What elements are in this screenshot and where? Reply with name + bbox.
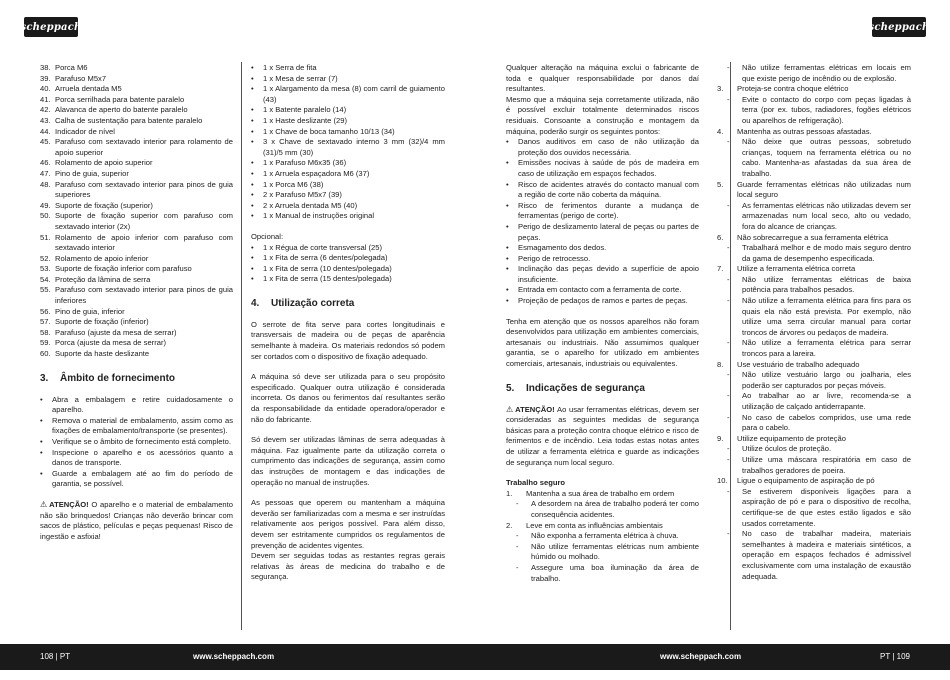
list-text: Perigo de deslizamento lateral de peças ou partes de peças.	[518, 221, 699, 242]
safety-item-9: 9. Utilize equipamento de proteção	[717, 433, 846, 443]
bullet-icon: •	[251, 63, 254, 72]
list-item	[40, 395, 233, 416]
bullet-icon: •	[251, 274, 254, 284]
list-text: 2 x Parafuso M5x7 (39)	[263, 190, 342, 200]
item-number: 42.	[40, 105, 51, 115]
bullet-icon: •	[40, 415, 43, 425]
safety-detail: - Não utilize a ferramenta elétrica para fins para os quais ela não está prevista. Por exemplo, não utilize uma serra circular manual para cortar troncos de árvores ou pedaços de madeira.	[727, 296, 911, 337]
list-text: Risco de acidentes através do contacto manual com a região de corte não coberta da máquina.	[518, 179, 699, 200]
bullet-icon: •	[506, 243, 509, 253]
website-link-left[interactable]: www.scheppach.com	[193, 652, 275, 661]
bullet-icon: •	[506, 137, 509, 147]
list-text: Entrada em contacto com a ferramenta de corte.	[518, 285, 682, 295]
column-1	[40, 63, 233, 542]
safety-detail: - Evite o contacto do corpo com peças ligadas à terra (por ex. tubos, radiadores, fogões elétricos ou aparelhos de refrigeração).	[727, 94, 911, 125]
supply-item	[251, 105, 445, 116]
supply-item	[251, 84, 445, 105]
bullet-icon: •	[506, 264, 509, 274]
use-paragraph-3: Só devem ser utilizadas lâminas de serra adequadas à máquina. Faz igualmente parte da utilização correta o cumprimento das indicações de segurança, assim como das instruções de montagem e das indicações de operação no manual de instruções.	[251, 435, 445, 487]
residual-risk-list	[506, 137, 699, 307]
list-item	[40, 416, 233, 437]
safety-detail: - Utilize óculos de proteção.	[727, 444, 832, 454]
safety-item-2: 2. Leve em conta as influências ambientais	[506, 520, 663, 530]
item-text: Parafuso com sextavado interior para pinos de guia superiores	[55, 179, 233, 200]
safety-item-1: 1. Mantenha a sua área de trabalho em ordem	[506, 488, 675, 498]
list-text: 1 x Arruela espaçadora M6 (37)	[263, 168, 370, 178]
item-text: Porca M6	[55, 63, 88, 72]
item-text: Rolamento de apoio inferior com parafuso com sextavado interior	[55, 232, 233, 253]
list-text: 2 x Arruela dentada M5 (40)	[263, 200, 358, 210]
parts-list	[40, 63, 233, 360]
optional-list	[251, 243, 445, 285]
parts-list-item	[40, 317, 233, 328]
risk-item	[506, 264, 699, 285]
parts-list-item	[40, 211, 233, 232]
parts-list-item	[40, 201, 233, 212]
optional-item	[251, 243, 445, 254]
parts-list-item	[40, 74, 233, 85]
parts-list-item	[40, 285, 233, 306]
bullet-icon: •	[251, 168, 254, 178]
parts-list-item	[40, 63, 233, 74]
parts-list-item	[40, 328, 233, 339]
use-paragraph-5: Devem ser seguidas todas as restantes regras gerais relativas às áreas de medicina do trabalho e de segurança.	[251, 551, 445, 582]
safety-item-10: 10. Ligue o equipamento de aspiração de pó	[717, 476, 875, 486]
supply-item	[251, 180, 445, 191]
safety-item-2-detail: - Não exponha a ferramenta elétrica à chuva.	[516, 531, 679, 541]
column-4	[717, 63, 911, 582]
list-text: Projeção de pedaços de ramos e partes de peças.	[518, 296, 688, 306]
list-text: Verifique se o âmbito de fornecimento está completo.	[52, 437, 231, 446]
scheppach-logo-right: scheppach	[872, 17, 926, 37]
safety-detail: - Não utilize ferramentas elétricas em locais em que existe perigo de incêndio ou de explosão.	[727, 63, 911, 83]
item-number: 38.	[40, 63, 51, 72]
item-number: 56.	[40, 306, 51, 316]
item-number: 40.	[40, 84, 51, 94]
supply-item	[251, 116, 445, 127]
bullet-icon: •	[251, 179, 254, 189]
item-text: Calha de sustentação para batente paralelo	[55, 115, 203, 125]
bullet-icon: •	[506, 296, 509, 306]
bullet-icon: •	[251, 73, 254, 83]
list-text: Inspecione o aparelho e os acessórios quanto a danos de transporte.	[52, 447, 233, 468]
supply-item	[251, 63, 445, 74]
safety-detail: - Utilize uma máscara respiratória em caso de trabalhos geradores de poeira.	[727, 454, 911, 475]
list-text: Guarde a embalagem até ao fim do período de garantia, se possível.	[52, 468, 233, 489]
item-number: 58.	[40, 327, 51, 337]
bullet-icon: •	[251, 158, 254, 168]
supply-item	[251, 211, 445, 222]
item-number: 47.	[40, 168, 51, 178]
safety-item-2-detail: - Assegure uma boa iluminação da área de trabalho.	[516, 562, 699, 583]
supply-item	[251, 137, 445, 158]
risk-item	[506, 243, 699, 254]
parts-list-item	[40, 180, 233, 201]
use-paragraph-1: O serrote de fita serve para cortes longitudinais e transversais de madeira ou de peças de aparência semelhante à madeira. Os materiais redondos só podem ser cortados com o dispositivo de fixação adequado.	[251, 319, 445, 361]
parts-list-item	[40, 137, 233, 158]
list-item	[40, 437, 233, 448]
warning-triangle-icon: ⚠	[506, 404, 514, 414]
item-text: Suporte de fixação inferior com parafuso	[55, 264, 192, 274]
list-text: 1 x Fita de serra (10 dentes/polegada)	[263, 263, 392, 273]
item-text: Indicador de nível	[55, 126, 115, 136]
item-text: Porca serrilhada para batente paralelo	[55, 94, 185, 104]
bullet-icon: •	[251, 211, 254, 221]
safety-detail: - Não utilize a ferramenta elétrica para serrar troncos para a lareira.	[727, 338, 911, 359]
commercial-use-note: Tenha em atenção que os nossos aparelhos não foram desenvolvidos para utilização em ambientes comerciais, artesanais ou industriais. Não assumimos qualquer garantia, se o aparelho for utilizado em ambientes comerciais, artesanais, industriais ou equivalentes.	[506, 316, 699, 369]
parts-list-item	[40, 84, 233, 95]
parts-list-item	[40, 338, 233, 349]
item-text: Alavanca de aperto do batente paralelo	[55, 105, 188, 115]
bullet-icon: •	[40, 394, 43, 404]
item-number: 46.	[40, 158, 51, 168]
list-text: Inclinação das peças devido a superfície de apoio insuficiente.	[518, 264, 699, 284]
warning-triangle-icon: ⚠	[40, 499, 48, 509]
safety-item-7: 7. Utilize a ferramenta elétrica correta	[717, 264, 856, 274]
item-number: 50.	[40, 211, 51, 221]
bullet-icon: •	[251, 200, 254, 210]
supply-list	[251, 63, 445, 222]
list-text: Risco de ferimentos durante a mudança de ferramentas (perigo de corte).	[518, 200, 699, 221]
bullet-icon: •	[506, 253, 509, 263]
risk-item	[506, 137, 699, 158]
list-text: 1 x Porca M6 (38)	[263, 179, 324, 189]
bullet-icon: •	[251, 115, 254, 125]
parts-list-item	[40, 233, 233, 254]
item-number: 53.	[40, 264, 51, 274]
safety-item-5: 5. Guarde ferramentas elétricas não utilizadas num local seguro	[717, 179, 911, 200]
parts-list-item	[40, 307, 233, 318]
warning-packaging: ⚠ ATENÇÃO! O aparelho e o material de embalamento não são brinquedos! Crianças não deverão brincar com sacos de plástico, películas e peças pequenas! Risco de ingestão e asfixia!	[40, 499, 233, 541]
top-bar	[0, 0, 950, 50]
optional-item	[251, 274, 445, 285]
safety-detail: - Não utilize vestuário largo ou joalharia, eles poderão ser capturados por peças móveis.	[727, 370, 911, 390]
risk-item	[506, 296, 699, 307]
item-number: 43.	[40, 115, 51, 125]
item-number: 55.	[40, 285, 51, 295]
bullet-icon: •	[506, 200, 509, 210]
scheppach-logo-left: scheppach	[24, 17, 78, 37]
supply-steps-list	[40, 395, 233, 490]
optional-item	[251, 253, 445, 264]
item-number: 48.	[40, 179, 51, 189]
safety-detail: - Se estiverem disponíveis ligações para a aspiração de pó e para o dispositivo de recolha, certifique-se de que estes estão ligados e são usados corretamente.	[727, 486, 911, 528]
supply-item	[251, 158, 445, 169]
item-number: 57.	[40, 317, 51, 327]
item-number: 60.	[40, 349, 51, 359]
list-text: 1 x Fita de serra (6 dentes/polegada)	[263, 253, 388, 263]
safe-work-heading: Trabalho seguro	[506, 478, 566, 488]
item-text: Porca (ajuste da mesa de serrar)	[55, 338, 166, 348]
item-text: Arruela dentada M5	[55, 84, 122, 94]
item-number: 49.	[40, 200, 51, 210]
page-number-right: PT | 109	[880, 652, 910, 661]
list-text: 1 x Régua de corte transversal (25)	[263, 242, 383, 252]
optional-label: Opcional:	[251, 231, 284, 241]
item-text: Rolamento de apoio superior	[55, 158, 153, 168]
item-number: 51.	[40, 232, 51, 242]
risk-item	[506, 222, 699, 243]
intro-paragraph-1: Qualquer alteração na máquina exclui o fabricante de toda e qualquer responsabilidade por danos daí resultantes.	[506, 63, 699, 94]
list-text: 1 x Batente paralelo (14)	[263, 105, 347, 115]
item-number: 52.	[40, 253, 51, 263]
item-text: Suporte de fixação superior com parafuso com sextavado interior (2x)	[55, 211, 233, 231]
list-text: 1 x Chave de boca tamanho 10/13 (34)	[263, 126, 395, 136]
parts-list-item	[40, 349, 233, 360]
bullet-icon: •	[40, 447, 43, 457]
item-number: 39.	[40, 73, 51, 83]
parts-list-item	[40, 264, 233, 275]
parts-list-item	[40, 275, 233, 286]
list-text: 3 x Chave de sextavado interno 3 mm (32)/4 mm (31)/5 mm (30)	[263, 137, 445, 157]
parts-list-item	[40, 158, 233, 169]
safety-detail: - Não utilize ferramentas elétricas de baixa potência para trabalhos pesados.	[727, 274, 911, 295]
risk-item	[506, 201, 699, 222]
item-text: Parafuso com sextavado interior para rolamento de apoio superior	[55, 137, 233, 157]
parts-list-item	[40, 105, 233, 116]
safety-detail: - As ferramentas elétricas não utilizadas devem ser armazenadas num local seco, alto ou vedado, fora do alcance de crianças.	[727, 200, 911, 231]
parts-list-item	[40, 95, 233, 106]
parts-list-item	[40, 127, 233, 138]
list-text: Danos auditivos em caso de não utilização da proteção dos ouvidos necessária.	[518, 137, 699, 157]
safety-detail: - Trabalhará melhor e de modo mais seguro dentro da gama de desempenho especificada.	[727, 243, 911, 263]
list-text: Remova o material de embalamento, assim como as fixações de embalamento/transporte (se presentes).	[52, 415, 233, 436]
item-text: Suporte de fixação (superior)	[55, 200, 153, 210]
bullet-icon: •	[251, 137, 254, 147]
footer-bar	[0, 644, 950, 670]
bullet-icon: •	[251, 263, 254, 273]
item-number: 44.	[40, 126, 51, 136]
column-2	[251, 63, 445, 583]
list-text: 1 x Parafuso M6x35 (36)	[263, 158, 347, 168]
list-text: 1 x Mesa de serrar (7)	[263, 73, 338, 83]
supply-item	[251, 169, 445, 180]
supply-item	[251, 190, 445, 201]
list-text: Abra a embalagem e retire cuidadosamente o aparelho.	[52, 394, 233, 415]
item-text: Proteção da lâmina de serra	[55, 274, 151, 284]
risk-item	[506, 180, 699, 201]
parts-list-item	[40, 254, 233, 265]
safety-item-2-detail: - Não utilize ferramentas elétricas num ambiente húmido ou molhado.	[516, 541, 699, 562]
safety-detail: - Ao trabalhar ao ar livre, recomenda-se a utilização de calçado antiderrapante.	[727, 391, 911, 411]
list-text: 1 x Haste deslizante (29)	[263, 115, 347, 125]
safety-item-3: 3. Proteja-se contra choque elétrico	[717, 84, 849, 94]
section-3-heading: 3. Âmbito de fornecimento	[40, 372, 176, 384]
list-text: 1 x Alargamento da mesa (8) com carril de guiamento (43)	[263, 84, 445, 104]
risk-item	[506, 158, 699, 179]
item-text: Suporte de fixação (inferior)	[55, 317, 149, 327]
bullet-icon: •	[40, 468, 43, 478]
list-text: 1 x Serra de fita	[263, 63, 317, 72]
bullet-icon: •	[506, 221, 509, 231]
bullet-icon: •	[251, 190, 254, 200]
parts-list-item	[40, 169, 233, 180]
item-text: Parafuso M5x7	[55, 73, 107, 83]
safety-item-4: 4. Mantenha as outras pessoas afastadas.	[717, 126, 872, 136]
item-number: 59.	[40, 338, 51, 348]
bullet-icon: •	[506, 179, 509, 189]
bullet-icon: •	[251, 84, 254, 94]
item-text: Parafuso (ajuste da mesa de serrar)	[55, 327, 177, 337]
bullet-icon: •	[506, 285, 509, 295]
use-paragraph-4: As pessoas que operem ou mantenham a máquina deverão ser familiarizadas com a mesma e ser instruídas relativamente aos perigos possível. Para além disso, devem ser estritamente cumpridos os regulamentos de prevenção de acidentes vigentes.	[251, 498, 445, 550]
column-divider-left	[241, 62, 242, 630]
website-link-right[interactable]: www.scheppach.com	[660, 652, 742, 661]
item-text: Suporte da haste deslizante	[55, 349, 150, 359]
item-text: Pino de guia, inferior	[55, 306, 125, 316]
supply-item	[251, 74, 445, 85]
section-5-heading: 5. Indicações de segurança	[506, 382, 645, 394]
safety-item-1-detail: - A desordem na área de trabalho poderá ter como consequência acidentes.	[516, 499, 699, 519]
list-text: Emissões nocivas à saúde de pós de madeira em caso de utilização em espaços fechados.	[518, 158, 699, 178]
item-text: Parafuso com sextavado interior para pinos de guia inferiores	[55, 285, 233, 306]
supply-item	[251, 201, 445, 212]
page-number-left: 108 | PT	[40, 652, 71, 661]
item-number: 54.	[40, 274, 51, 284]
list-text: Perigo de retrocesso.	[518, 253, 591, 263]
list-text: 1 x Fita de serra (15 dentes/polegada)	[263, 274, 392, 284]
section-4-heading: 4. Utilização correta	[251, 297, 355, 309]
item-text: Pino de guia, superior	[55, 168, 129, 178]
item-text: Rolamento de apoio inferior	[55, 253, 149, 263]
safety-item-6: 6. Não sobrecarregue a sua ferramenta elétrica	[717, 232, 889, 242]
optional-item	[251, 264, 445, 275]
bullet-icon: •	[251, 242, 254, 252]
item-number: 45.	[40, 137, 51, 147]
list-text: 1 x Manual de instruções original	[263, 211, 375, 221]
safety-item-8: 8. Use vestuário de trabalho adequado	[717, 359, 860, 369]
intro-paragraph-2: Mesmo que a máquina seja corretamente utilizada, não é possível excluir totalmente determinados riscos residuais. Consoante a construção e montagem da máquina, poderão surgir os seguintes pontos:	[506, 94, 699, 136]
safety-detail: - No caso de trabalhar madeira, materiais semelhantes à madeira e materiais sintéticos, a operação em espaços fechados é admissível exclusivamente com uma instalação de exaustão adequada.	[727, 529, 911, 581]
warning-safety: ⚠ ATENÇÃO! Ao usar ferramentas elétricas, devem ser consideradas as seguintes medidas de segurança básicas para a proteção contra choque elétrico e risco de ferimentos e de incêndio. Leia todas estas notas antes de utilizar a ferramenta elétrica e guarde as indicações de segurança num local seguro.	[506, 404, 699, 467]
list-text: Esmagamento dos dedos.	[518, 243, 607, 253]
bullet-icon: •	[40, 437, 43, 446]
safety-detail: - Não deixe que outras pessoas, sobretudo crianças, toquem na ferramenta elétrica ou no cabo. Mantenha-as afastadas da sua área de trabalho.	[727, 137, 911, 178]
safety-detail: - No caso de cabelos compridos, use uma rede para o cabelo.	[727, 412, 911, 433]
risk-item	[506, 285, 699, 296]
risk-item	[506, 254, 699, 265]
bullet-icon: •	[251, 253, 254, 263]
bullet-icon: •	[251, 126, 254, 136]
bullet-icon: •	[251, 105, 254, 115]
list-item	[40, 469, 233, 490]
list-item	[40, 448, 233, 469]
use-paragraph-2: A máquina só deve ser utilizada para o seu propósito especificado. Qualquer outra utilização é considerada incorreta. Os danos ou ferimentos daí resultantes serão da responsabilidade da entidade operadora/operador e não do fabricante.	[251, 372, 445, 424]
bullet-icon: •	[506, 158, 509, 168]
column-3	[506, 63, 699, 584]
supply-item	[251, 127, 445, 138]
item-number: 41.	[40, 94, 51, 104]
parts-list-item	[40, 116, 233, 127]
